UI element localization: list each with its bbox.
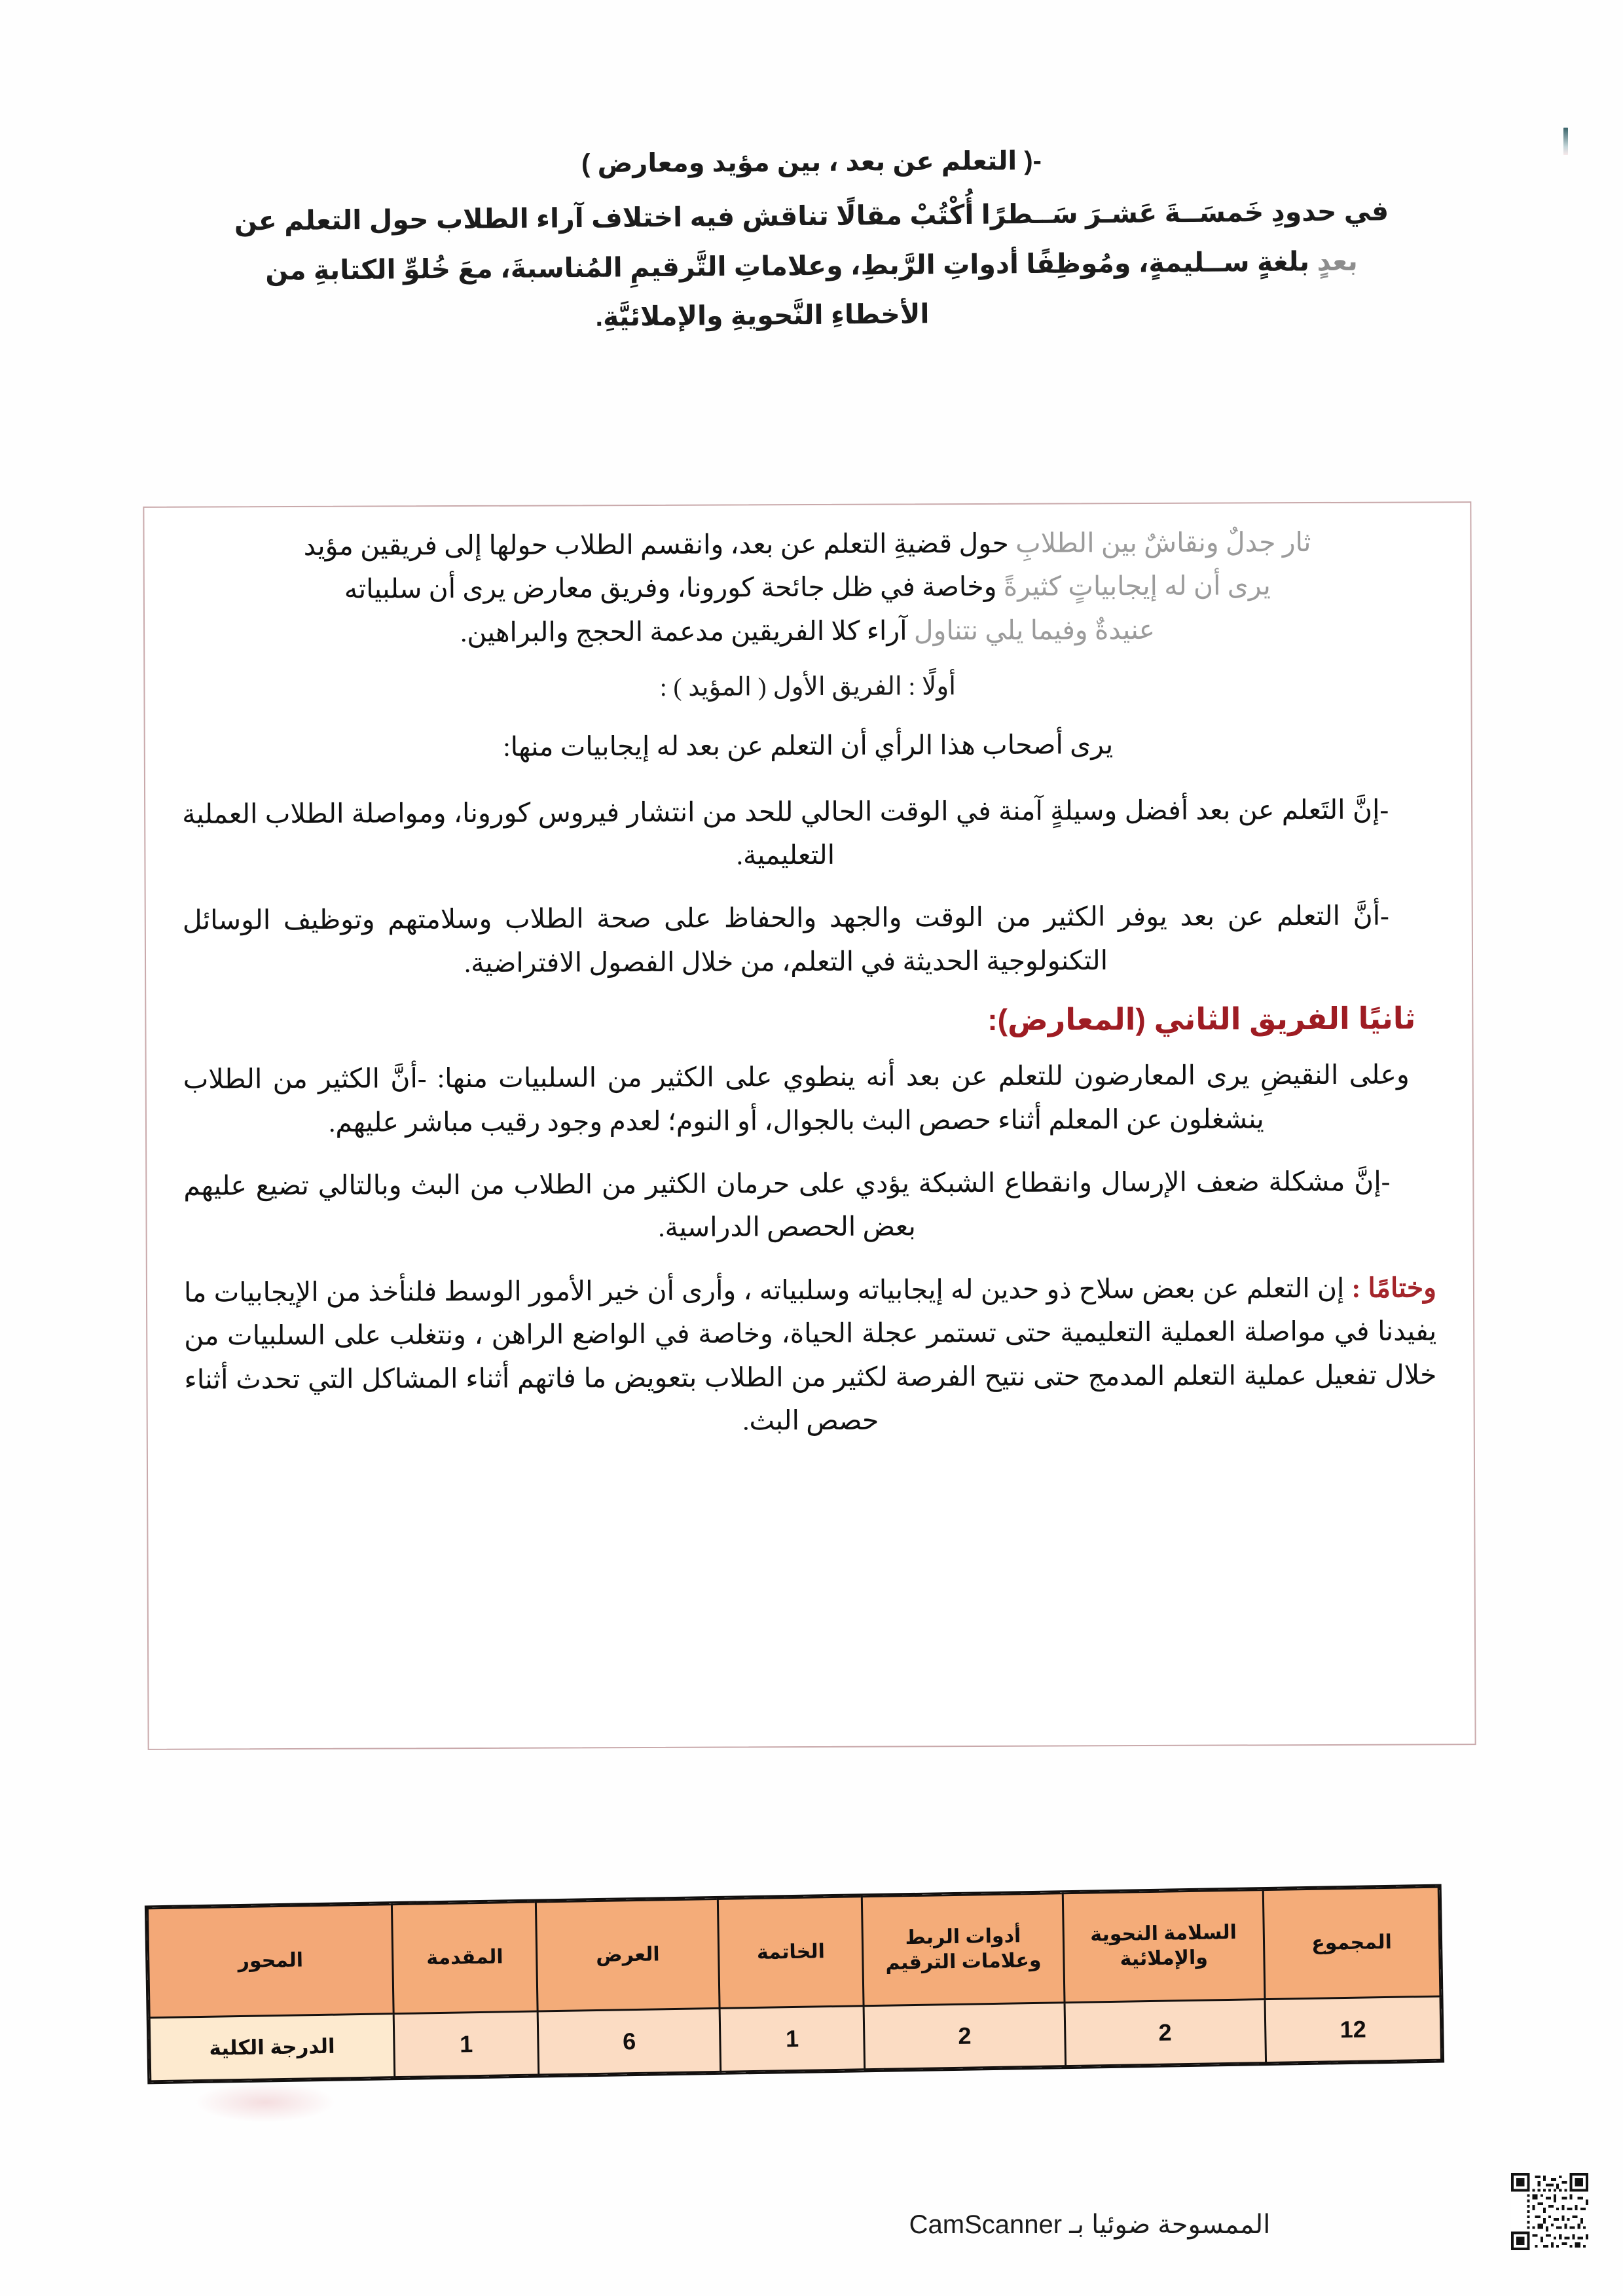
- camscanner-arabic-text: الممسوحة ضوئيا بـ: [1069, 2210, 1271, 2239]
- prompt-line-2-text: بلغةٍ ســليمةٍ، ومُوظِفًا أدواتِ الرَّبطِ، وعلاماتِ التَّرقيمِ المُناسبةَ، معَ خُلوِّ الكتابةِ من: [265, 246, 1310, 286]
- second-team-heading: ثانيًا الفريق الثاني (المعارض):: [987, 1001, 1416, 1037]
- marks-table-head: [147, 1887, 1440, 2018]
- pro-point-2: -أنَّ التعلم عن بعد يوفر الكثير من الوقت والجهد والحفاظ على صحة الطلاب وسلامتهم وتوظيف الوسائل التكنولوجية الحديثة في التعلم، من خلال الفصول الافتراضية.: [182, 901, 1389, 978]
- intro-line-1: [181, 520, 1433, 568]
- cell-body: 6: [538, 2008, 721, 2075]
- cell-total: 12: [1265, 1996, 1442, 2062]
- intro-line-2-text: وخاصة في ظل جائحة كورونا، وفريق معارض يرى أن سلبياته: [344, 571, 997, 605]
- prompt-line-2: [118, 238, 1505, 294]
- con-point-2: -إنَّ مشكلة ضعف الإرسال وانقطاع الشبكة يؤدي على حرمان الكثير من الطلاب من البث وبالتالي تضيع عليهم بعض الحصص الدراسية.: [183, 1166, 1391, 1243]
- qr-code-icon: [1511, 2173, 1588, 2250]
- cell-conclusion: 1: [720, 2006, 865, 2072]
- ink-smudge-mark: [1563, 128, 1568, 155]
- cell-grammar-spelling: 2: [1065, 2000, 1266, 2066]
- camscanner-brand: CamScanner: [909, 2210, 1063, 2239]
- con-point-1: وعلى النقيضِ يرى المعارضون للتعلم عن بعد أنه ينطوي على الكثير من السلبيات منها: -أنَّ الكثير من الطلاب ينشغلون عن المعلم أثناء حصص البث بالجوال، أو النوم؛ لعدم وجود رقيب مباشر عليهم.: [183, 1059, 1410, 1138]
- header-total: المجموع: [1263, 1887, 1440, 1999]
- answer-body-box: [143, 501, 1476, 1750]
- intro-line-3-text: آراء كلا الفريقين مدعمة الحجج والبراهين.: [460, 615, 907, 647]
- cell-connectors-punctuation: 2: [864, 2003, 1066, 2070]
- table-header-row: [147, 1887, 1440, 2018]
- header-axis: المحور: [147, 1905, 393, 2018]
- conclusion-lead-label: وختامًا :: [1351, 1272, 1437, 1303]
- camscanner-watermark: [278, 2210, 1623, 2240]
- header-grammar-spelling: السلامة النحوية والإملائية: [1063, 1890, 1265, 2003]
- intro-line-2-faded: يرى أن له إيجابياتٍ كثيرةً: [1003, 570, 1271, 602]
- intro-line-1-text: حول قضيةِ التعلم عن بعد، وانقسم الطلاب حولها إلى فريقين مؤيد: [303, 528, 1009, 561]
- intro-line-2: [181, 564, 1434, 612]
- pro-point-1: -إنَّ التَعلم عن بعد أفضل وسيلةٍ آمنة في الوقت الحالي للحد من انتشار فيروس كورونا، ومواصلة الطلاب العملية التعليمية.: [182, 794, 1389, 870]
- scan-footer: [0, 2164, 1623, 2262]
- conclusion-paragraph: [184, 1266, 1437, 1444]
- prompt-line-3: الأخطاءِ النَّحويةِ والإملائيَّةِ.: [595, 298, 930, 332]
- row-label-total-grade: الدرجة الكلية: [149, 2014, 395, 2081]
- header-conclusion: الخاتمة: [718, 1897, 864, 2009]
- header-introduction: المقدمة: [392, 1902, 538, 2014]
- intro-line-3: [181, 607, 1434, 655]
- question-prompt: [118, 147, 1505, 336]
- intro-line-3-faded: عنيدةٌ وفيما يلي نتناول: [913, 614, 1156, 646]
- pink-smudge-mark: [196, 2083, 334, 2122]
- prompt-line-1: في حدودِ خَمسَــةَ عَشـرَ سَــطرًا أُكْتُبْ مقالًا تناقش فيه اختلاف آراء الطلاب حول التعلم عن: [234, 196, 1389, 236]
- first-team-heading: أولًا : الفريق الأول ( المؤيد ) :: [659, 672, 957, 702]
- prompt-title: -( التعلم عن بعد ، بين مؤيد ومعارض ): [581, 146, 1042, 179]
- intro-paragraph: [181, 520, 1434, 655]
- intro-line-1-faded: ثار جدلٌ ونقاشٌ بين الطلابِ: [1015, 527, 1311, 558]
- prompt-line-2-faded-word: بعدٍ: [1317, 246, 1358, 277]
- marks-table-wrapper: [147, 1886, 1442, 2083]
- header-connectors-punctuation: أدوات الربط وعلامات الترقيم: [862, 1893, 1065, 2006]
- cell-introduction: 1: [393, 2011, 539, 2077]
- header-body: العرض: [536, 1899, 720, 2011]
- conclusion-text: إن التعلم عن بعض سلاح ذو حدين له إيجابياته وسلبياته ، وأرى أن خير الأمور الوسط فلنأخذ من الإيجابيات ما يفيدنا في مواصلة العملية التعليمية حتى تستمر عجلة الحياة، وخاصة في الواضع الراهن ، ونتغلب على السلبيات من خلال تفعيل عملية التعلم المدمج حتى نتيح الفرصة لكثير من الطلاب بتعويض ما فاتهم أثناء المشاكل التي تحدث أثناء حصص البث.: [183, 1272, 1437, 1436]
- first-team-lead: يرى أصحاب هذا الرأي أن التعلم عن بعد له إيجابيات منها:: [503, 729, 1114, 762]
- marks-table: [147, 1886, 1442, 2083]
